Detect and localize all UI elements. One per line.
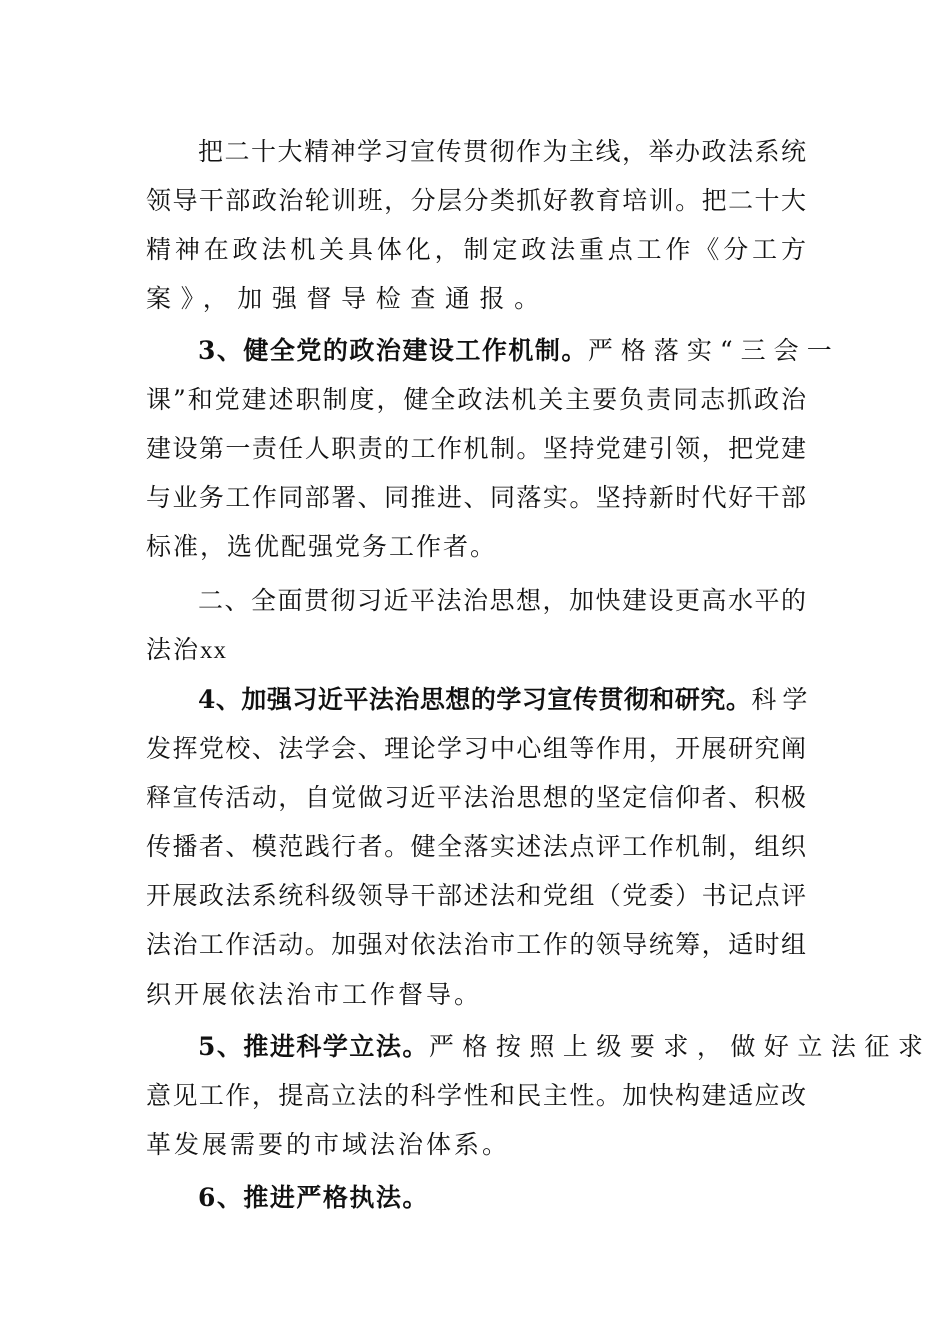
text-line: 与业务工作同部署、同推进、同落实。坚持新时代好干部 <box>146 483 806 512</box>
text-line: 课”和党建述职制度，健全政法机关主要负责同志抓政治 <box>146 385 806 414</box>
text-line: 法治工作活动。加强对依法治市工作的领导统筹，适时组 <box>146 930 806 959</box>
paragraph-heading: 4、加强习近平法治思想的学习宣传贯彻和研究。 <box>198 685 752 714</box>
text-line: 意见工作，提高立法的科学性和民主性。加快构建适应改 <box>146 1081 806 1110</box>
text-span: 严格按照上级要求，做好立法征求 <box>428 1032 932 1061</box>
text-line: 传播者、模范践行者。健全落实述法点评工作机制，组织 <box>146 832 806 861</box>
placeholder-text: xx <box>200 637 228 664</box>
text-line: 发挥党校、法学会、理论学习中心组等作用，开展研究阐 <box>146 734 806 763</box>
paragraph-first-line <box>198 680 814 720</box>
paragraph-heading: 6、推进严格执法。 <box>198 1183 429 1212</box>
paragraph-first-line <box>198 331 840 371</box>
text-line: 标准，选优配强党务工作者。 <box>146 532 498 561</box>
section-heading-line: 二、全面贯彻习近平法治思想，加快建设更高水平的 <box>198 586 806 615</box>
text-line: 案》，加强督导检查通报。 <box>146 284 549 313</box>
text-span: 法治 <box>146 635 201 664</box>
text-line: 织开展依法治市工作督导。 <box>146 980 483 1009</box>
paragraph-first-line <box>198 1027 932 1067</box>
paragraph-heading: 5、推进科学立法。 <box>198 1032 429 1061</box>
text-line: 精神在政法机关具体化，制定政法重点工作《分工方 <box>146 235 806 264</box>
text-line: 释宣传活动，自觉做习近平法治思想的坚定信仰者、积极 <box>146 783 806 812</box>
paragraph-heading: 3、健全党的政治建设工作机制。 <box>198 336 588 365</box>
text-line: 领导干部政治轮训班，分层分类抓好教育培训。把二十大 <box>146 186 806 215</box>
section-heading-line <box>146 630 227 670</box>
text-line: 把二十大精神学习宣传贯彻作为主线，举办政法系统 <box>198 137 806 166</box>
text-span: 科学 <box>751 685 814 714</box>
text-line: 开展政法系统科级领导干部述法和党组（党委）书记点评 <box>146 881 806 910</box>
text-line: 建设第一责任人职责的工作机制。坚持党建引领，把党建 <box>146 434 806 463</box>
text-span: 严格落实“三会一 <box>587 336 840 365</box>
text-line: 革发展需要的市域法治体系。 <box>146 1130 511 1159</box>
paragraph-first-line <box>198 1178 429 1218</box>
